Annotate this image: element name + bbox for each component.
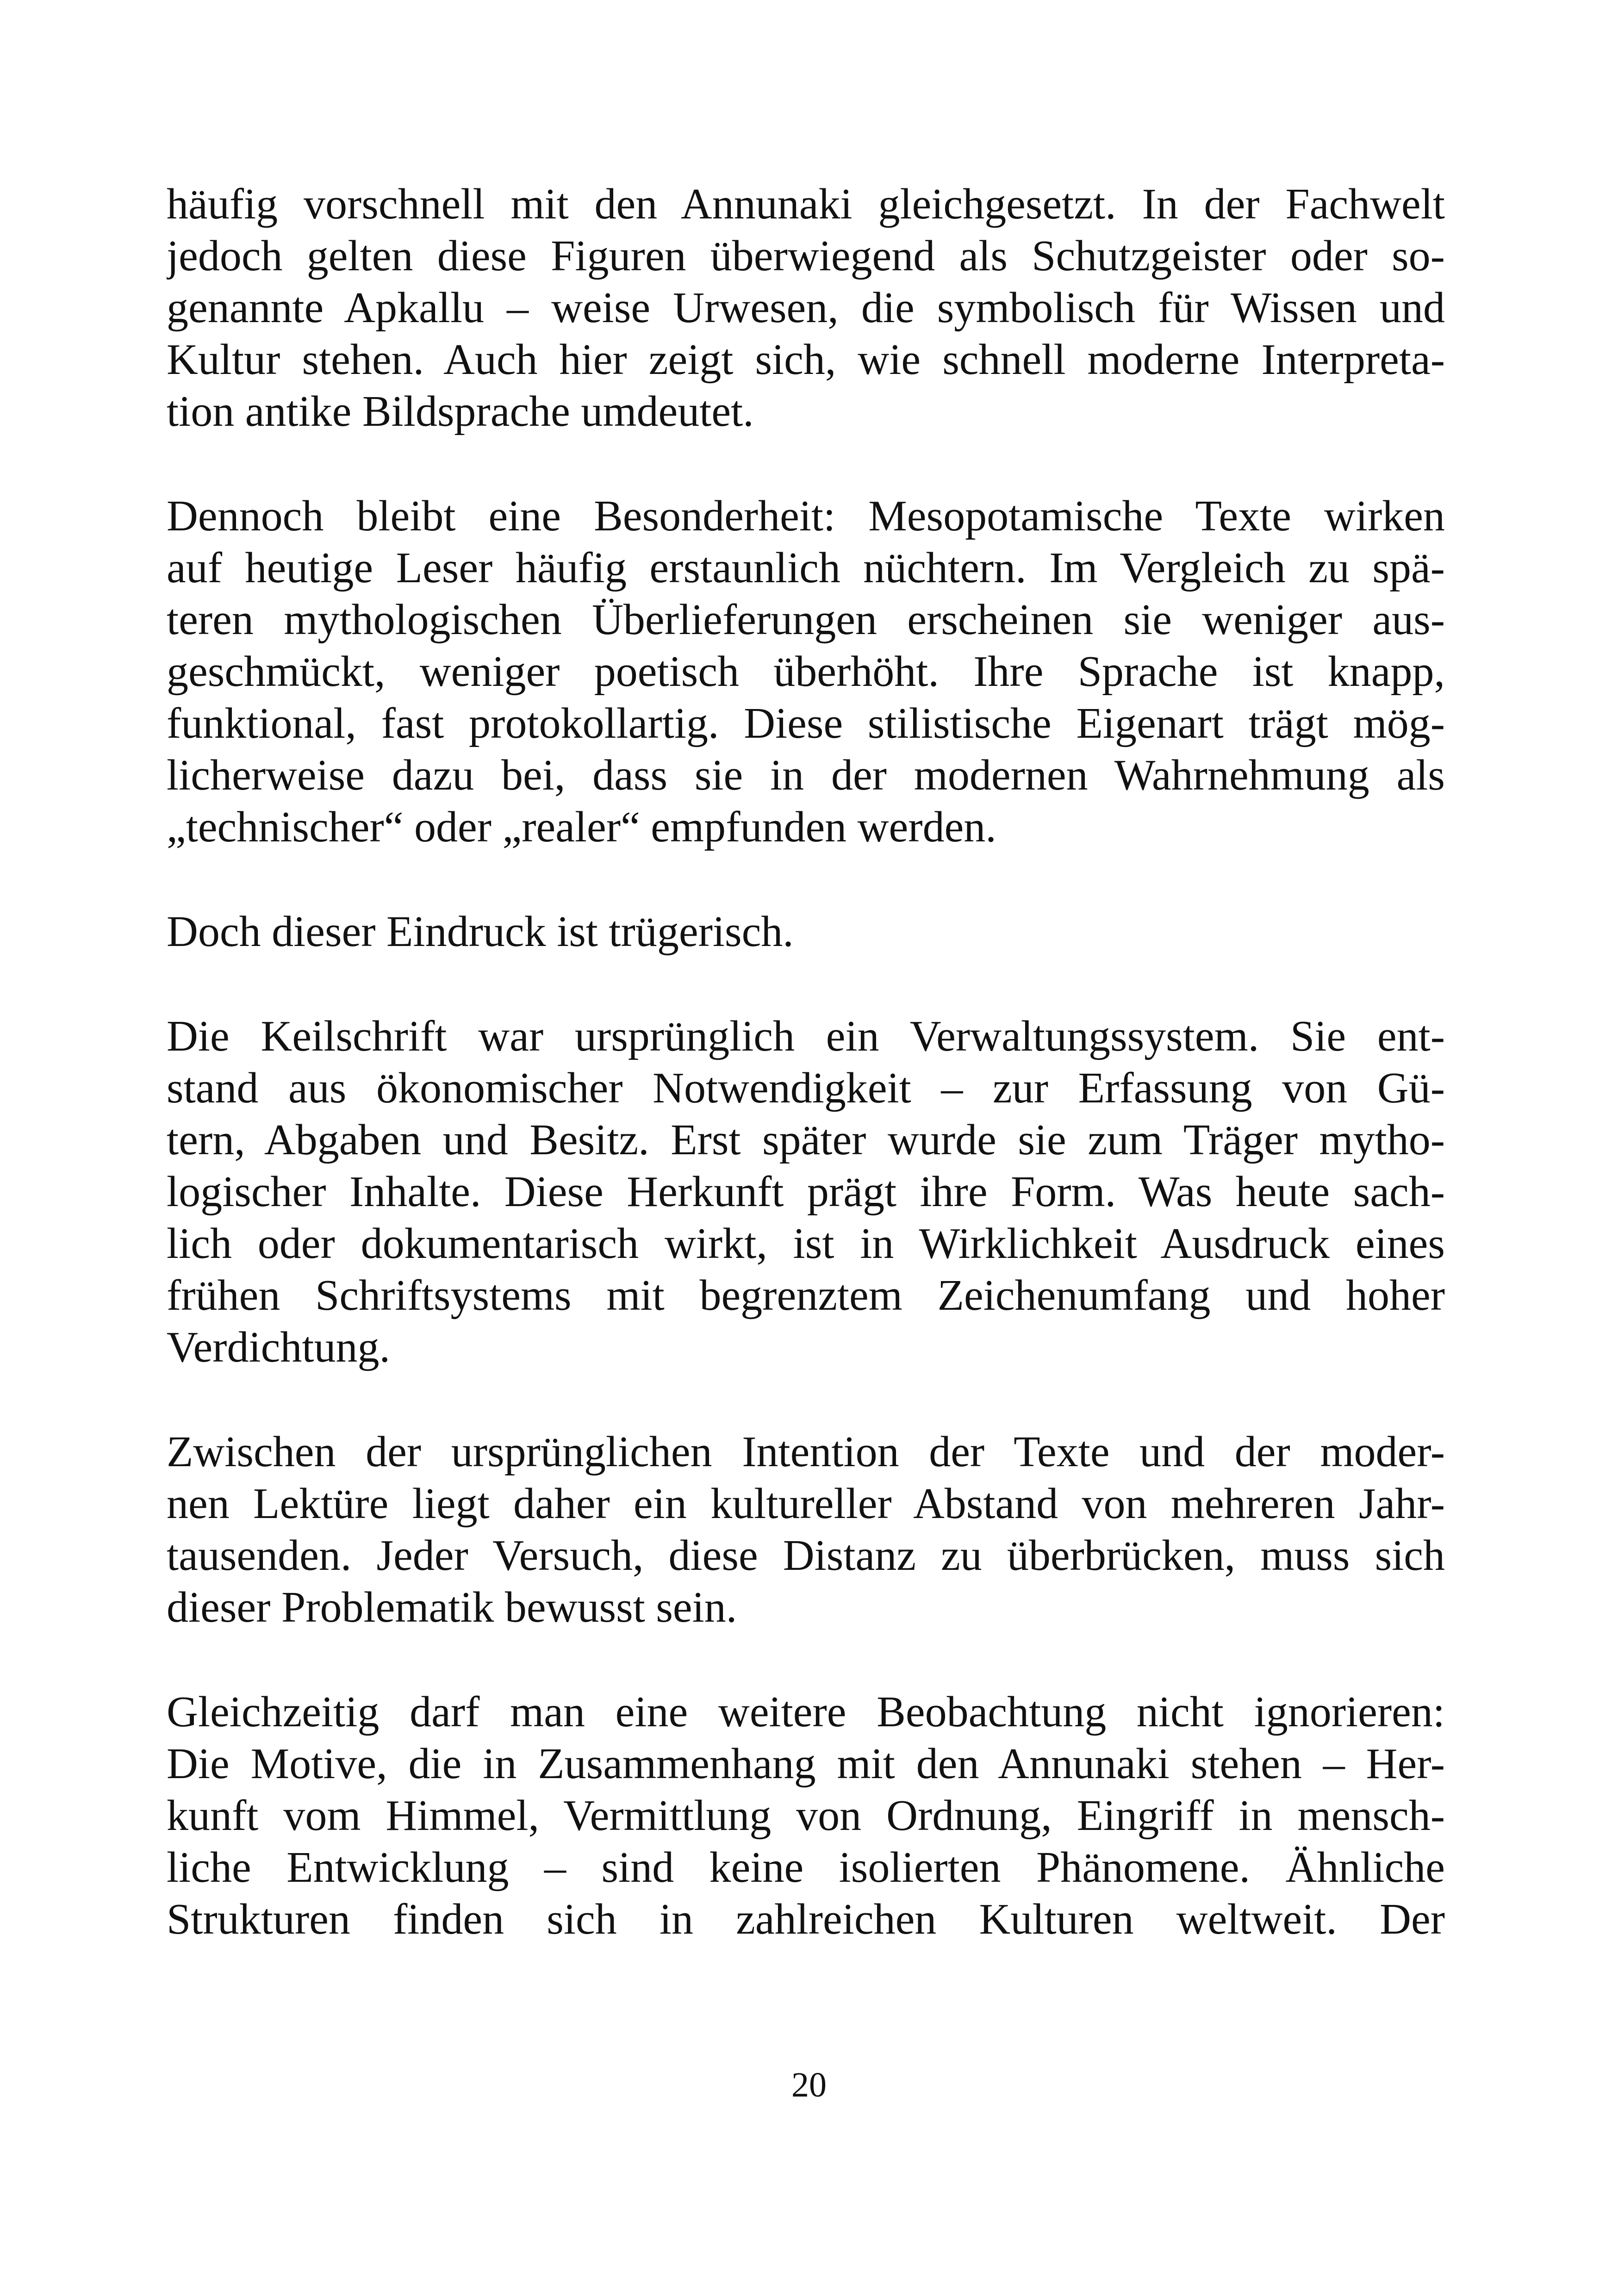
text-line: funktional, fast protokollartig. Diese stilistische Eigenart trägt mög- bbox=[167, 699, 1445, 747]
body-text bbox=[167, 178, 1445, 1998]
text-line: „technischer“ oder „realer“ empfunden werden. bbox=[167, 803, 996, 851]
paragraph-4 bbox=[167, 1010, 1445, 1373]
text-line: frühen Schriftsystems mit begrenztem Zeichenumfang und hoher bbox=[167, 1271, 1445, 1319]
text-line: Die Motive, die in Zusammenhang mit den Annunaki stehen – Her- bbox=[167, 1740, 1445, 1788]
text-line: liche Entwicklung – sind keine isolierten Phänomene. Ähnliche bbox=[167, 1843, 1445, 1892]
paragraph-5 bbox=[167, 1426, 1445, 1633]
text-line: nen Lektüre liegt daher ein kultureller Abstand von mehreren Jahr- bbox=[167, 1480, 1445, 1528]
text-line: häufig vorschnell mit den Annunaki gleichgesetzt. In der Fachwelt bbox=[167, 180, 1445, 228]
text-line: Dennoch bleibt eine Besonderheit: Mesopotamische Texte wirken bbox=[167, 492, 1445, 540]
text-line: stand aus ökonomischer Notwendigkeit – zur Erfassung von Gü- bbox=[167, 1064, 1445, 1112]
text-line: logischer Inhalte. Diese Herkunft prägt ihre Form. Was heute sach- bbox=[167, 1168, 1445, 1216]
text-line: Gleichzeitig darf man eine weitere Beobachtung nicht ignorieren: bbox=[167, 1688, 1445, 1736]
page-number: 20 bbox=[791, 2066, 827, 2104]
text-line: geschmückt, weniger poetisch überhöht. Ihre Sprache ist knapp, bbox=[167, 647, 1445, 696]
paragraph-2 bbox=[167, 490, 1445, 853]
paragraph-1 bbox=[167, 178, 1445, 437]
text-line: teren mythologischen Überlieferungen erscheinen sie weniger aus- bbox=[167, 596, 1445, 644]
text-line: dieser Problematik bewusst sein. bbox=[167, 1583, 737, 1631]
text-line: auf heutige Leser häufig erstaunlich nüchtern. Im Vergleich zu spä- bbox=[167, 544, 1445, 592]
paragraph-6 bbox=[167, 1686, 1445, 1945]
text-line: kunft vom Himmel, Vermittlung von Ordnung, Eingriff in mensch- bbox=[167, 1792, 1445, 1840]
paragraph-3 bbox=[167, 906, 1445, 958]
text-line: Die Keilschrift war ursprünglich ein Verwaltungssystem. Sie ent- bbox=[167, 1012, 1445, 1060]
text-line: tausenden. Jeder Versuch, diese Distanz zu überbrücken, muss sich bbox=[167, 1531, 1445, 1580]
text-line: lich oder dokumentarisch wirkt, ist in Wirklichkeit Ausdruck eines bbox=[167, 1220, 1445, 1268]
text-line: Kultur stehen. Auch hier zeigt sich, wie schnell moderne Interpreta- bbox=[167, 336, 1445, 384]
text-line: Zwischen der ursprünglichen Intention der Texte und der moder- bbox=[167, 1428, 1445, 1476]
text-line: tern, Abgaben und Besitz. Erst später wurde sie zum Träger mytho- bbox=[167, 1116, 1445, 1164]
text-line: tion antike Bildsprache umdeutet. bbox=[167, 387, 754, 436]
text-line: Doch dieser Eindruck ist trügerisch. bbox=[167, 908, 794, 956]
text-line: genannte Apkallu – weise Urwesen, die symbolisch für Wissen und bbox=[167, 284, 1445, 332]
text-line: Strukturen finden sich in zahlreichen Kulturen weltweit. Der bbox=[167, 1895, 1445, 1943]
text-line: licherweise dazu bei, dass sie in der modernen Wahrnehmung als bbox=[167, 751, 1445, 799]
text-line: jedoch gelten diese Figuren überwiegend als Schutzgeister oder so- bbox=[167, 232, 1445, 280]
text-line: Verdichtung. bbox=[167, 1323, 390, 1371]
